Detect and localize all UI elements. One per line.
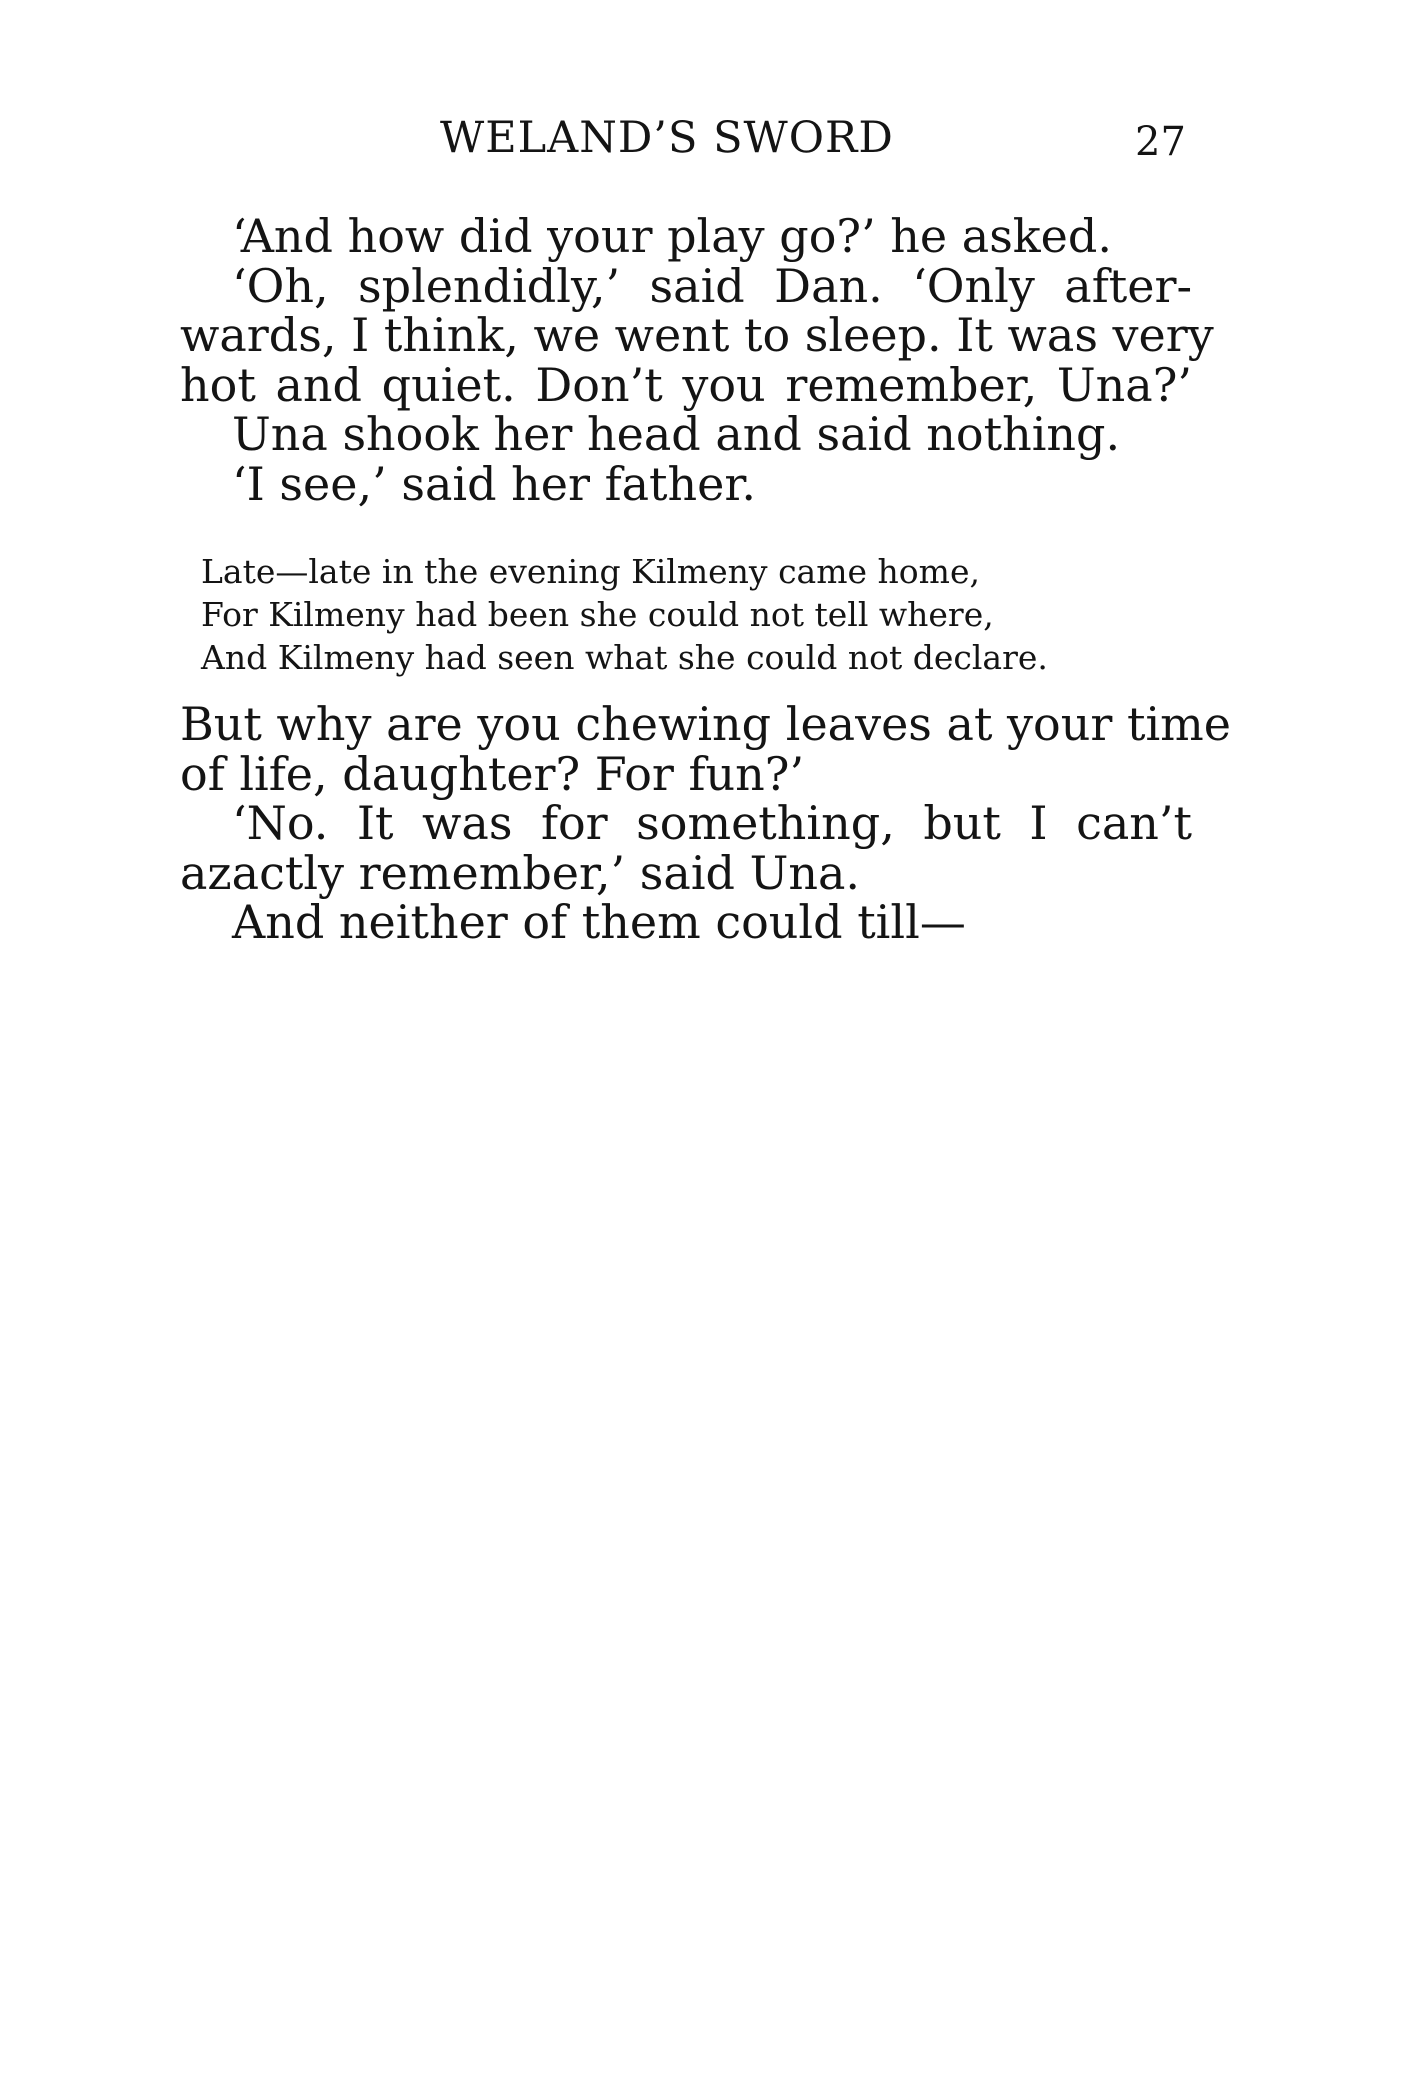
verse-quotation <box>201 550 1201 679</box>
text-line: ‘I see,’ said her father. <box>232 456 756 511</box>
text-line: azactly remember,’ said Una. <box>180 845 861 900</box>
verse-line: And Kilmeny had seen what she could not declare. <box>201 638 1048 677</box>
text-line: of life, daughter? For fun?’ <box>180 746 805 801</box>
text-line: ‘Oh, splendidly,’ said Dan. ‘Only after- <box>232 258 1192 313</box>
text-line: ‘And how did your play go?’ he asked. <box>232 209 1112 263</box>
verse-line: Late—late in the evening Kilmeny came home, <box>201 552 980 591</box>
text-line: And neither of them could till— <box>232 895 966 949</box>
text-line: ‘No. It was for something, but I can’t <box>232 796 1192 850</box>
text-line: wards, I think, we went to sleep. It was very <box>180 308 1214 362</box>
text-line: Una shook her head and said nothing. <box>232 407 1121 461</box>
page-number: 27 <box>1135 119 1186 165</box>
prose-block-top <box>180 209 1214 511</box>
text-line: hot and quiet. Don’t you remember, Una?’ <box>180 357 1192 412</box>
verse-line: For Kilmeny had been she could not tell where, <box>201 595 994 634</box>
running-title: WELAND’S SWORD <box>440 113 894 163</box>
text-line: But why are you chewing leaves at your time <box>180 697 1232 751</box>
prose-block-bottom <box>180 697 1232 949</box>
page-header <box>180 108 1186 168</box>
